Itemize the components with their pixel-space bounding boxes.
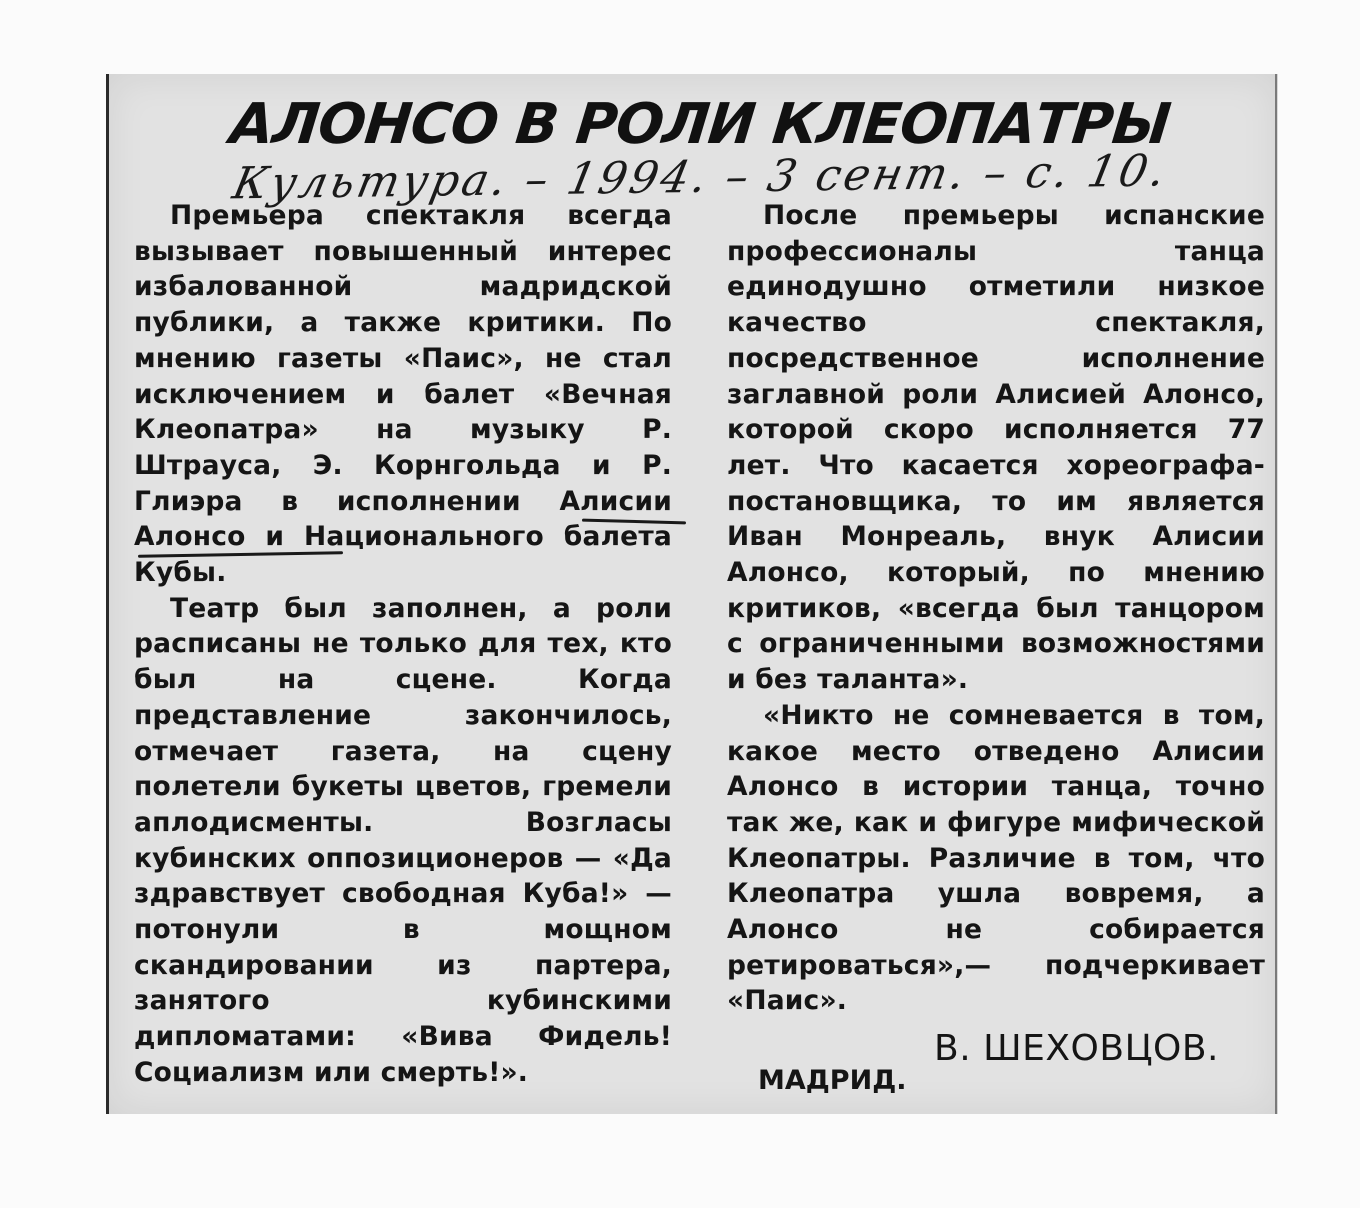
article-column-right bbox=[727, 198, 1265, 1019]
clipping-edge-left bbox=[106, 74, 109, 1114]
article-paragraph: Премьера спектакля всегда вызывает повышенный интерес избалованной мадридской публики, а также критики. По мнению газеты «Паис», не стал исключением и балет «Вечная Клеопатра» на музыку Р. Штрауса, Э. Корнгольда и Р. Глиэра в исполнении Алисии Алонсо и Национального балета Кубы. bbox=[134, 200, 672, 589]
clipping-edge-right bbox=[1275, 74, 1277, 1114]
article-paragraph: Театр был заполнен, а роли расписаны не только для тех, кто был на сцене. Когда представление закончилось, отмечает газета, на сцену полетели букеты цветов, гремели аплодисменты. Возгласы кубинских оппозиционеров — «Да здравствует свободная Куба!» — потонули в мощном скандировании из партера, занятого кубинскими дипломатами: «Вива Фидель! Социализм или смерть!». bbox=[134, 592, 672, 1088]
article-paragraph: «Никто не сомневается в том, какое место отведено Алисии Алонсо в истории танца, точно так же, как и фигуре мифической Клеопатры. Различие в том, что Клеопатра ушла вовремя, а Алонсо не собирается ретироваться»,— подчеркивает «Паис». bbox=[727, 699, 1265, 1017]
dateline: МАДРИД. bbox=[758, 1065, 907, 1096]
author-signature: В. ШЕХОВЦОВ. bbox=[934, 1028, 1219, 1069]
article-headline: АЛОНСО В РОЛИ КЛЕОПАТРЫ bbox=[227, 92, 1173, 157]
handwritten-citation: Культура. – 1994. – 3 сент. – с. 10. bbox=[228, 145, 1173, 210]
article-column-left bbox=[134, 198, 672, 1091]
article-paragraph: После премьеры испанские профессионалы танца единодушно отметили низкое качество спектакля, посредственное исполнение заглавной роли Алисией Алонсо, которой скоро исполняется 77 лет. Что касается хореографа-постановщика, то им является Иван Монреаль, внук Алисии Алонсо, который, по мнению критиков, «всегда был танцором с ограниченными возможностями и без таланта». bbox=[727, 200, 1265, 696]
